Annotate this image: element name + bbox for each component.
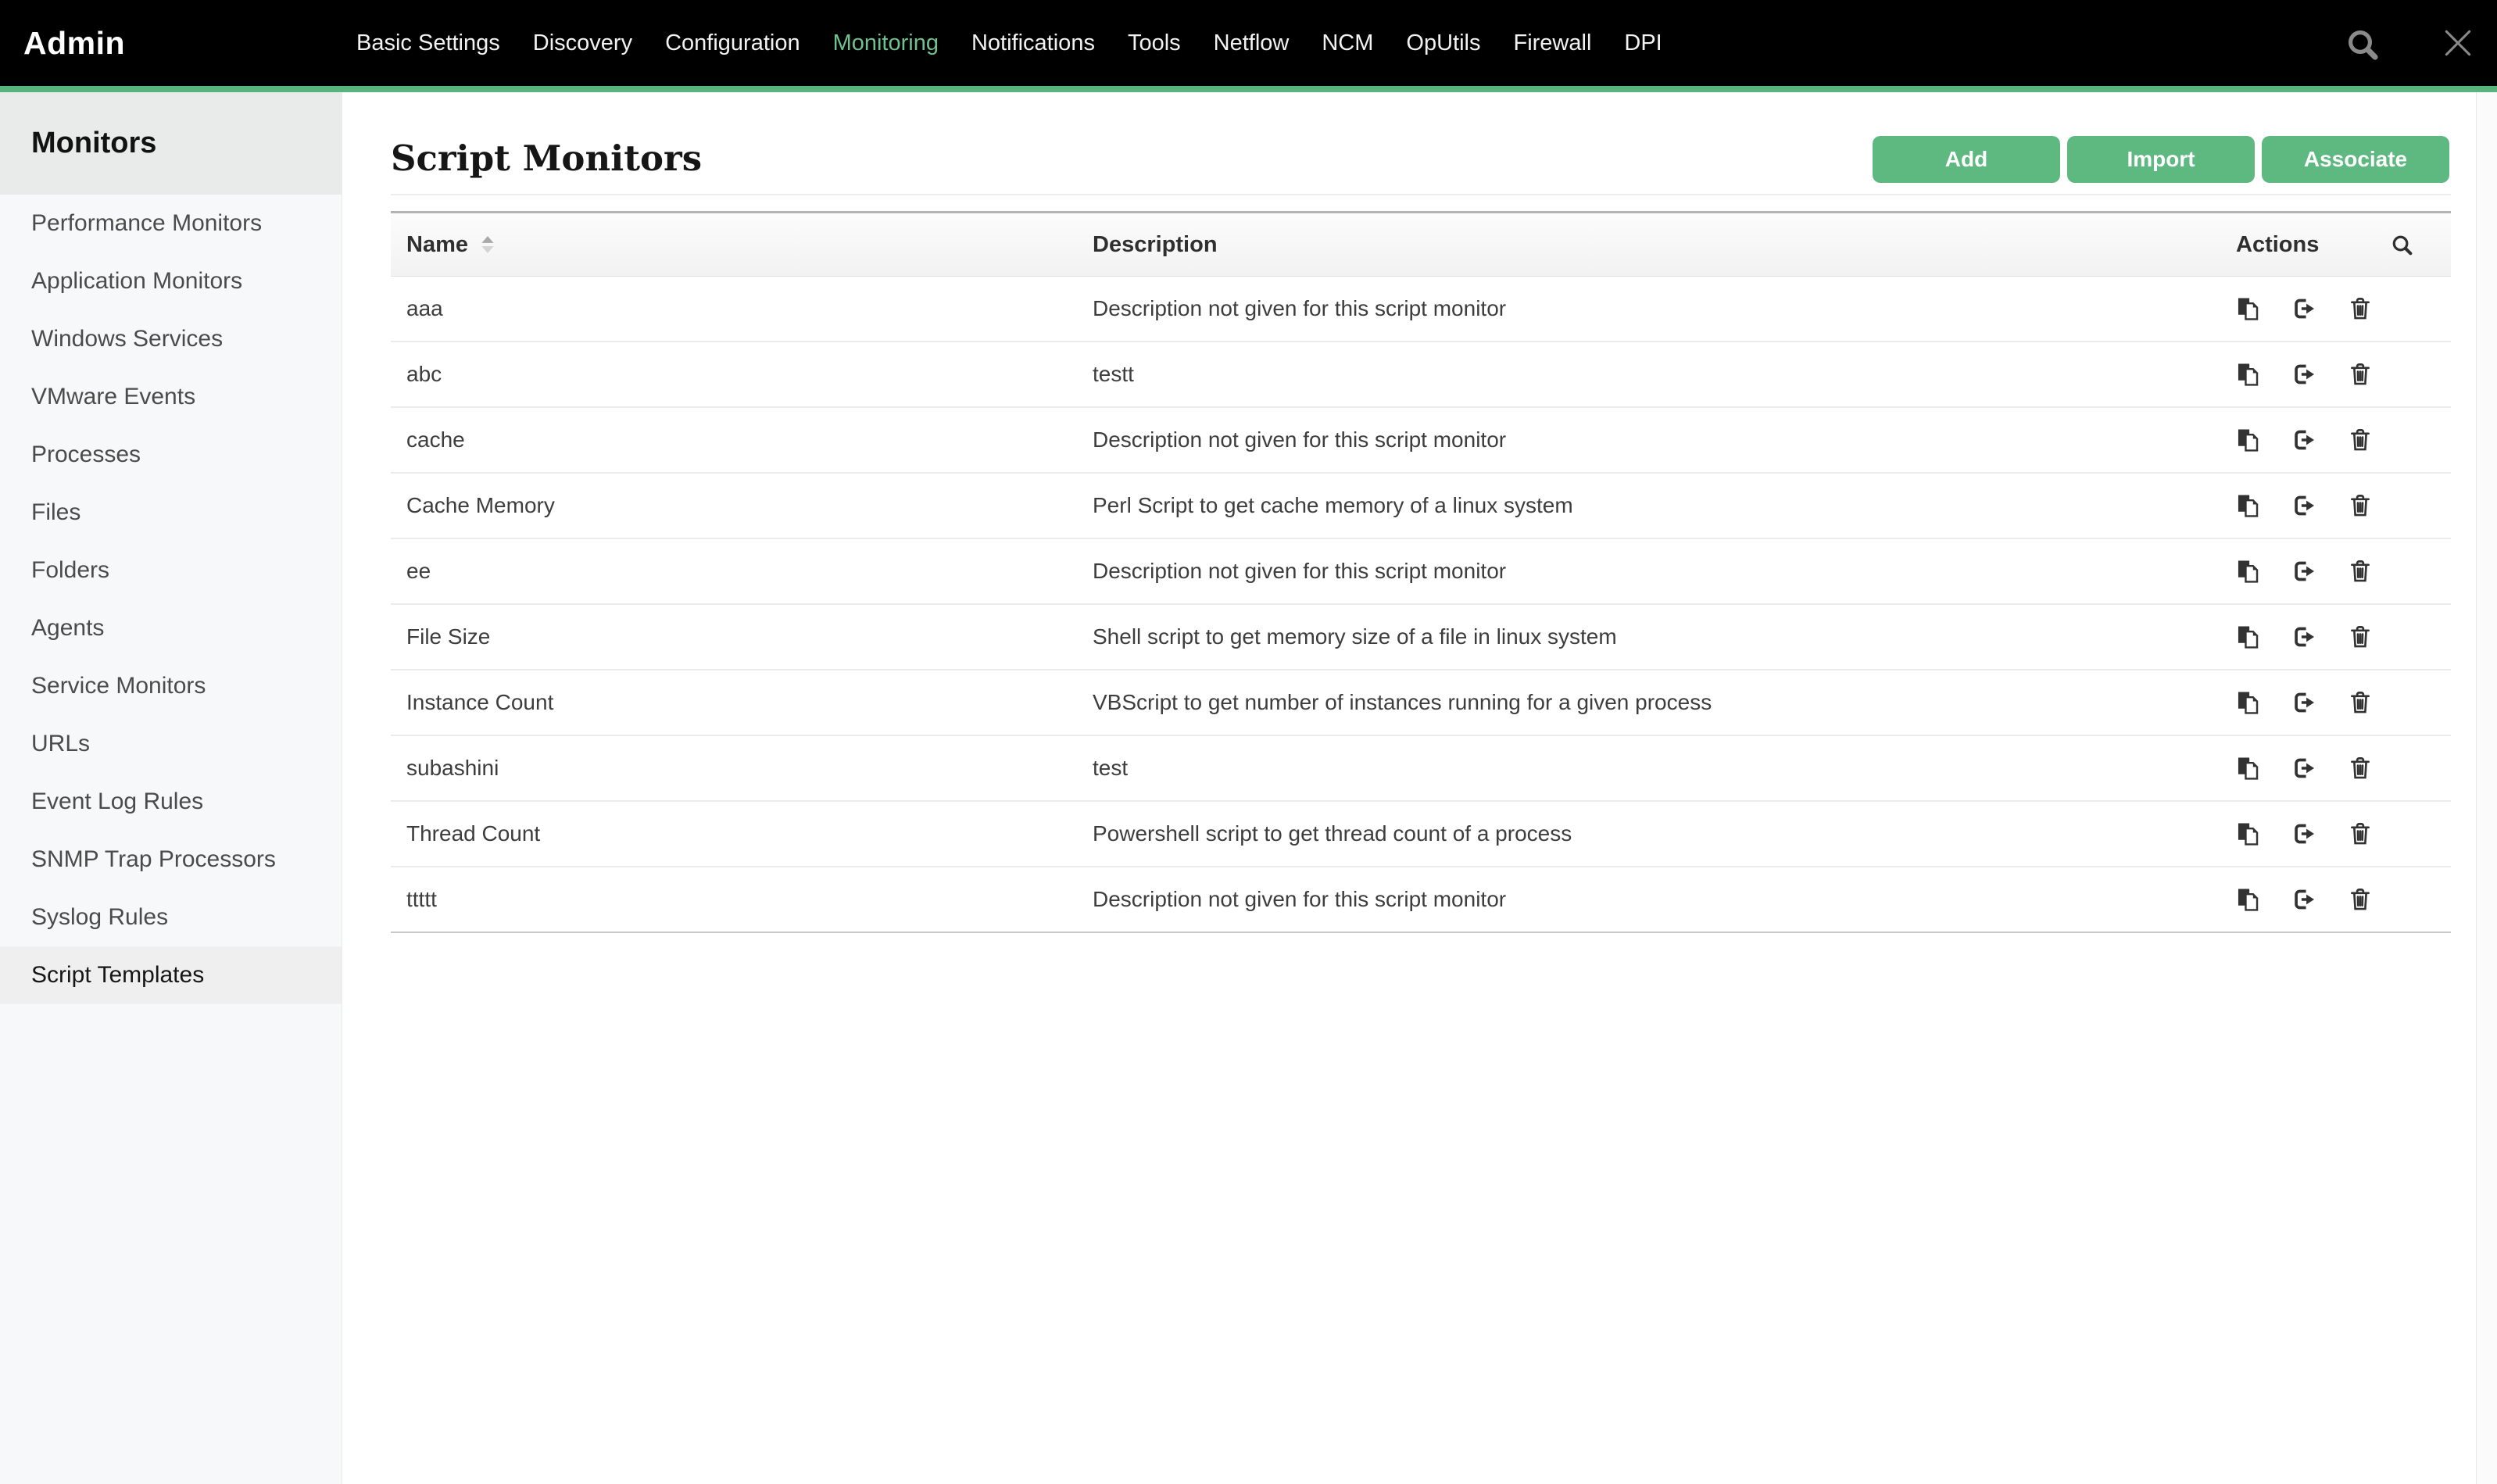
- export-icon[interactable]: [2291, 821, 2317, 847]
- row-name: aaa: [406, 296, 443, 320]
- column-header-actions-label: Actions: [2236, 231, 2320, 257]
- sidebar-item-syslog-rules[interactable]: Syslog Rules: [31, 904, 169, 930]
- sidebar-item-processes[interactable]: Processes: [31, 442, 141, 467]
- nav-item-basic-settings[interactable]: Basic Settings: [356, 30, 500, 55]
- app-title: Admin: [23, 24, 126, 61]
- add-button[interactable]: Add: [1873, 136, 2060, 183]
- copy-icon[interactable]: [2234, 492, 2261, 519]
- table-row: [391, 342, 2451, 408]
- row-actions: [2220, 689, 2451, 716]
- copy-icon[interactable]: [2234, 755, 2261, 781]
- sidebar-item-vmware-events[interactable]: VMware Events: [31, 384, 196, 409]
- nav-item-discovery[interactable]: Discovery: [532, 30, 633, 55]
- table-row: [391, 277, 2451, 342]
- table-row: [391, 736, 2451, 802]
- row-name: subashini: [406, 756, 499, 780]
- row-actions: [2220, 361, 2451, 388]
- row-actions: [2220, 886, 2451, 913]
- copy-icon[interactable]: [2234, 427, 2261, 453]
- sidebar-item-script-templates[interactable]: Script Templates: [0, 946, 342, 1004]
- export-icon[interactable]: [2291, 886, 2317, 913]
- row-actions: [2220, 558, 2451, 585]
- export-icon[interactable]: [2291, 492, 2317, 519]
- copy-icon[interactable]: [2234, 886, 2261, 913]
- sidebar-items: [0, 195, 342, 1004]
- row-actions: [2220, 492, 2451, 519]
- nav-item-tools[interactable]: Tools: [1127, 30, 1181, 55]
- delete-icon[interactable]: [2347, 755, 2374, 781]
- table-row: [391, 867, 2451, 933]
- column-header-name-label: Name: [406, 231, 468, 257]
- nav-menu: [356, 0, 1662, 86]
- row-name: ttttt: [406, 887, 437, 911]
- table-row: [391, 670, 2451, 736]
- delete-icon[interactable]: [2347, 558, 2374, 585]
- sort-icon[interactable]: [479, 234, 496, 255]
- row-name: Cache Memory: [406, 493, 555, 517]
- nav-item-monitoring[interactable]: Monitoring: [832, 30, 939, 55]
- row-description: test: [1093, 756, 1129, 780]
- export-icon[interactable]: [2291, 427, 2317, 453]
- delete-icon[interactable]: [2347, 295, 2374, 322]
- copy-icon[interactable]: [2234, 624, 2261, 650]
- sidebar-item-agents[interactable]: Agents: [31, 615, 105, 641]
- row-actions: [2220, 624, 2451, 650]
- copy-icon[interactable]: [2234, 821, 2261, 847]
- table-row: [391, 539, 2451, 605]
- export-icon[interactable]: [2291, 755, 2317, 781]
- nav-item-notifications[interactable]: Notifications: [971, 30, 1095, 55]
- sidebar: [0, 92, 342, 1484]
- title-divider: [391, 194, 2451, 195]
- copy-icon[interactable]: [2234, 361, 2261, 388]
- sidebar-item-service-monitors[interactable]: Service Monitors: [31, 673, 206, 699]
- row-name: File Size: [406, 624, 491, 649]
- row-description: Description not given for this script monitor: [1093, 887, 1507, 911]
- row-actions: [2220, 427, 2451, 453]
- row-name: ee: [406, 559, 431, 583]
- sidebar-item-folders[interactable]: Folders: [31, 557, 110, 583]
- copy-icon[interactable]: [2234, 558, 2261, 585]
- nav-item-ncm[interactable]: NCM: [1322, 30, 1374, 55]
- table-row: [391, 408, 2451, 474]
- column-header-name[interactable]: [391, 232, 1093, 258]
- sidebar-title: Monitors: [0, 92, 342, 195]
- delete-icon[interactable]: [2347, 361, 2374, 388]
- vertical-scrollbar[interactable]: [2476, 92, 2497, 1484]
- toolbar: [1873, 136, 2449, 183]
- nav-item-oputils[interactable]: OpUtils: [1406, 30, 1481, 55]
- row-name: Thread Count: [406, 821, 541, 846]
- nav-accent-line: [0, 86, 2497, 92]
- import-button[interactable]: Import: [2067, 136, 2255, 183]
- row-description: VBScript to get number of instances running for a given process: [1093, 690, 1712, 714]
- table-row: [391, 474, 2451, 539]
- nav-item-firewall[interactable]: Firewall: [1513, 30, 1592, 55]
- delete-icon[interactable]: [2347, 492, 2374, 519]
- row-description: Description not given for this script monitor: [1093, 296, 1507, 320]
- row-description: Powershell script to get thread count of a process: [1093, 821, 1572, 846]
- row-description: Description not given for this script monitor: [1093, 427, 1507, 452]
- row-actions: [2220, 295, 2451, 322]
- row-actions: [2220, 755, 2451, 781]
- associate-button[interactable]: Associate: [2262, 136, 2449, 183]
- column-header-description: Description: [1093, 231, 1218, 257]
- page-title: Script Monitors: [391, 138, 703, 179]
- search-icon[interactable]: [2344, 26, 2381, 67]
- copy-icon[interactable]: [2234, 689, 2261, 716]
- export-icon[interactable]: [2291, 624, 2317, 650]
- nav-item-netflow[interactable]: Netflow: [1213, 30, 1290, 55]
- top-navbar: [0, 0, 2497, 86]
- row-name: cache: [406, 427, 465, 452]
- nav-item-dpi[interactable]: DPI: [1624, 30, 1662, 55]
- delete-icon[interactable]: [2347, 624, 2374, 650]
- row-description: Description not given for this script monitor: [1093, 559, 1507, 583]
- delete-icon[interactable]: [2347, 821, 2374, 847]
- copy-icon[interactable]: [2234, 295, 2261, 322]
- row-description: Perl Script to get cache memory of a linux system: [1093, 493, 1573, 517]
- row-name: Instance Count: [406, 690, 554, 714]
- sidebar-item-windows-services[interactable]: Windows Services: [31, 326, 224, 352]
- export-icon[interactable]: [2291, 558, 2317, 585]
- row-actions: [2220, 821, 2451, 847]
- column-header-actions: [2220, 232, 2451, 258]
- sidebar-item-event-log-rules[interactable]: Event Log Rules: [31, 788, 204, 814]
- nav-item-configuration[interactable]: Configuration: [665, 30, 800, 55]
- table-header: [391, 211, 2451, 277]
- row-name: abc: [406, 362, 442, 386]
- script-monitors-table: [391, 211, 2451, 933]
- table-row: [391, 605, 2451, 670]
- close-icon[interactable]: [2441, 26, 2475, 64]
- sidebar-item-performance-monitors[interactable]: Performance Monitors: [31, 210, 263, 236]
- export-icon[interactable]: [2291, 361, 2317, 388]
- table-row: [391, 802, 2451, 867]
- delete-icon[interactable]: [2347, 886, 2374, 913]
- sidebar-item-application-monitors[interactable]: Application Monitors: [31, 268, 243, 294]
- sidebar-item-snmp-trap-processors[interactable]: SNMP Trap Processors: [31, 846, 276, 872]
- sidebar-item-urls[interactable]: URLs: [31, 731, 91, 756]
- table-search-icon[interactable]: [2390, 233, 2414, 257]
- row-description: testt: [1093, 362, 1134, 386]
- delete-icon[interactable]: [2347, 427, 2374, 453]
- table-body: [391, 277, 2451, 933]
- delete-icon[interactable]: [2347, 689, 2374, 716]
- sidebar-item-files[interactable]: Files: [31, 499, 81, 525]
- main-content: [343, 92, 2497, 1484]
- row-description: Shell script to get memory size of a file in linux system: [1093, 624, 1617, 649]
- export-icon[interactable]: [2291, 689, 2317, 716]
- export-icon[interactable]: [2291, 295, 2317, 322]
